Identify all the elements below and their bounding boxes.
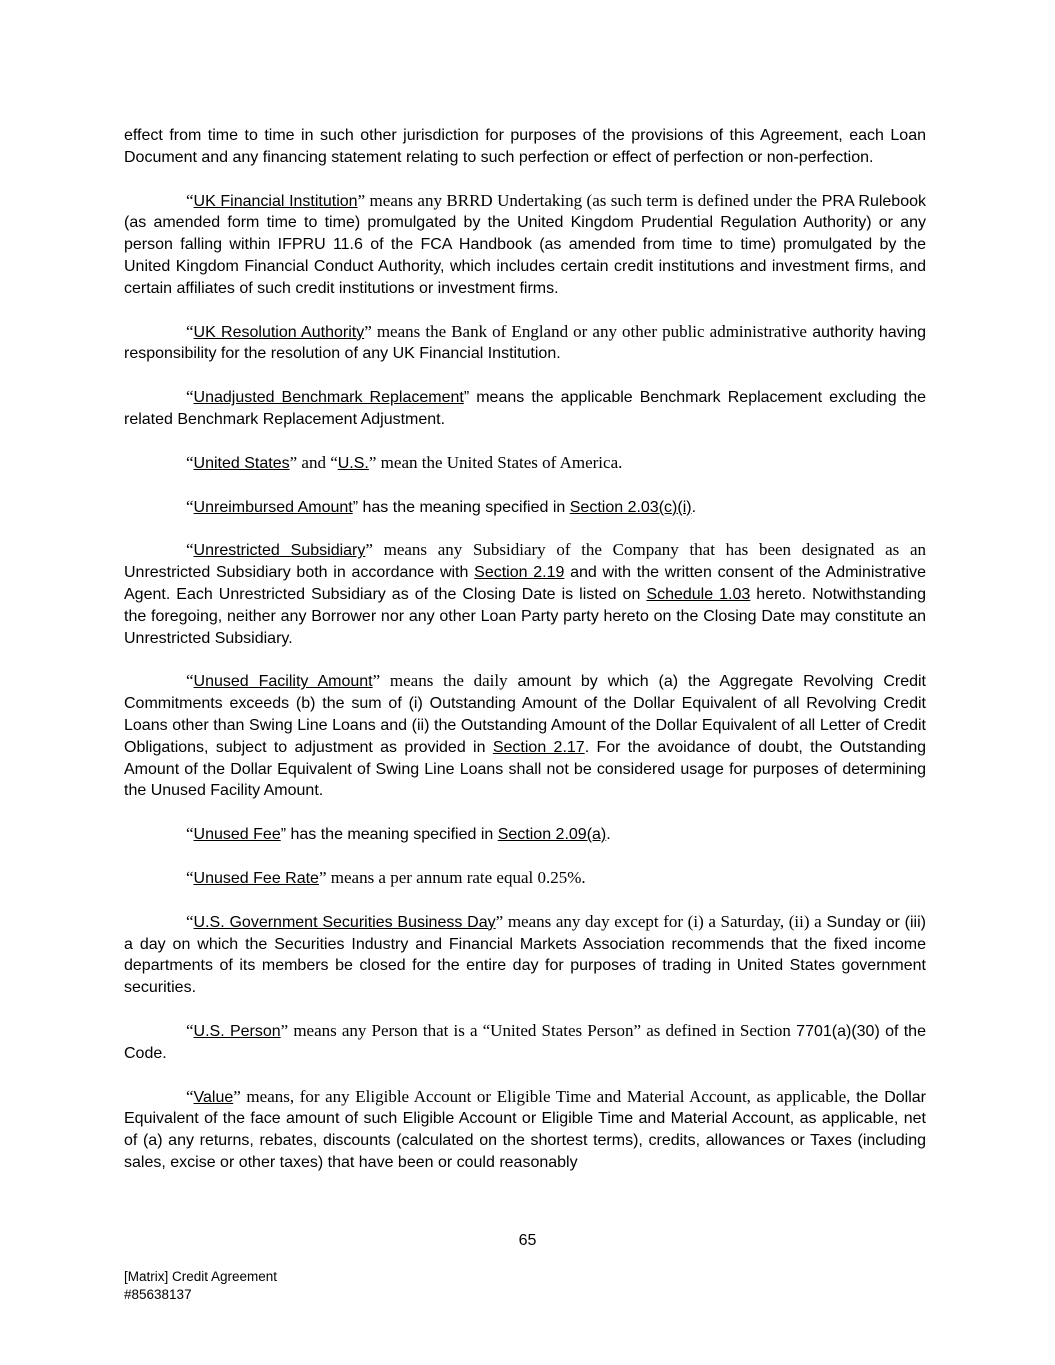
section-reference: Section 2.17 [492, 738, 585, 756]
section-reference: Section 2.19 [474, 564, 565, 582]
document-body [124, 125, 926, 1195]
open-quote: “ [186, 452, 194, 472]
open-quote: “ [186, 1020, 194, 1040]
definition-us-government-securities-business-day: “U.S. Government Securities Business Day” means any day except for (i) a Saturday, (ii) a Sunday or (iii) a day on which the Securities Industry and Financial Markets Association recommends that the fixed income departments of its members be closed for the entire day for purposes of trading in United States government securities. [124, 911, 926, 997]
defined-term: Unused Facility Amount [193, 673, 373, 691]
open-quote: “ [186, 911, 194, 931]
open-quote: “ [186, 496, 194, 516]
section-reference: Section 2.09(a) [497, 826, 607, 844]
defined-term: Unused Fee [193, 826, 281, 844]
definition-us-person: “U.S. Person” means any Person that is a “United States Person” as defined in Section 7701(a)(30) of the Code. [124, 1020, 926, 1062]
defined-term: Unused Fee Rate [193, 869, 319, 887]
defined-term: U.S. Person [193, 1022, 281, 1040]
defined-term: U.S. [337, 454, 369, 472]
section-reference: Section 2.03(c)(i) [569, 498, 692, 516]
defined-term: U.S. Government Securities Business Day [193, 913, 496, 931]
definition-unrestricted-subsidiary: “Unrestricted Subsidiary” means any Subsidiary of the Company that has been designated as an Unrestricted Subsidiary both in accordance with Section 2.19 and with the written consent of the Administrative Agent. Each Unrestricted Subsidiary as of the Closing Date is listed on Schedule 1.03 hereto. Notwithstanding the foregoing, neither any Borrower nor any other Loan Party party hereto on the Closing Date may constitute an Unrestricted Subsidiary. [124, 540, 927, 647]
definition-uk-financial-institution: “UK Financial Institution” means any BRRD Undertaking (as such term is defined under the PRA Rulebook (as amended form time to time) promulgated by the United Kingdom Prudential Regulation Authority) or any person falling within IFPRU 11.6 of the FCA Handbook (as amended from time to time) promulgated by the United Kingdom Financial Conduct Authority, which includes certain credit institutions and investment firms, and certain affiliates of such credit institutions or investment firms. [124, 190, 926, 297]
defined-term: United States [193, 454, 290, 472]
defined-term: UK Resolution Authority [193, 323, 365, 341]
document-footer [124, 1268, 277, 1304]
open-quote: “ [186, 190, 194, 210]
open-quote: “ [186, 1086, 194, 1106]
defined-term: Unreimbursed Amount [193, 498, 353, 516]
footer-document-title: [Matrix] Credit Agreement [124, 1269, 278, 1284]
definition-uk-resolution-authority: “UK Resolution Authority” means the Bank of England or any other public administrative authority having responsibility for the resolution of any UK Financial Institution. [124, 321, 927, 363]
definition-value: “Value” means, for any Eligible Account or Eligible Time and Material Account, as applicable, the Dollar Equivalent of the face amount of such Eligible Account or Eligible Time and Material Account, as applicable, net of (a) any returns, rebates, discounts (calculated on the shortest terms), credits, allowances or Taxes (including sales, excise or other taxes) that have been or could reasonably [124, 1086, 926, 1171]
page-number: 65 [518, 1232, 537, 1249]
open-quote: “ [186, 321, 194, 341]
continuation-paragraph: effect from time to time in such other jurisdiction for purposes of the provisions of this Agreement, each Loan Document and any financing statement relating to such perfection or effect of perfection or non-perfection. [124, 127, 926, 166]
defined-term: Unadjusted Benchmark Replacement [193, 389, 464, 407]
definition-unused-fee-rate: “Unused Fee Rate” means a per annum rate equal 0.25%. [186, 867, 586, 887]
open-quote: “ [186, 671, 194, 691]
definition-unused-facility-amount: “Unused Facility Amount” means the daily amount by which (a) the Aggregate Revolving Credit Commitments exceeds (b) the sum of (i) Outstanding Amount of the Dollar Equivalent of all Revolving Credit Loans other than Swing Line Loans and (ii) the Outstanding Amount of the Dollar Equivalent of all Letter of Credit Obligations, subject to adjustment as provided in Section 2.17. For the avoidance of doubt, the Outstanding Amount of the Dollar Equivalent of Swing Line Loans shall not be considered usage for purposes of determining the Unused Facility Amount. [124, 671, 927, 800]
footer-document-number: #85638137 [124, 1287, 192, 1302]
open-quote: “ [186, 824, 194, 844]
open-quote: “ [186, 387, 194, 407]
schedule-reference: Schedule 1.03 [646, 585, 751, 603]
defined-term: Unrestricted Subsidiary [193, 542, 366, 560]
definition-unused-fee: “Unused Fee” has the meaning specified in Section 2.09(a). [186, 824, 611, 844]
defined-term: Value [193, 1088, 234, 1106]
definition-united-states: “United States” and “U.S.” mean the United States of America. [186, 452, 623, 472]
definition-unadjusted-benchmark-replacement: “Unadjusted Benchmark Replacement” means the applicable Benchmark Replacement excluding the related Benchmark Replacement Adjustment. [124, 387, 926, 428]
open-quote: “ [186, 867, 194, 887]
definition-unreimbursed-amount: “Unreimbursed Amount” has the meaning specified in Section 2.03(c)(i). [186, 496, 697, 516]
open-quote: “ [186, 540, 194, 560]
defined-term: UK Financial Institution [193, 192, 358, 210]
